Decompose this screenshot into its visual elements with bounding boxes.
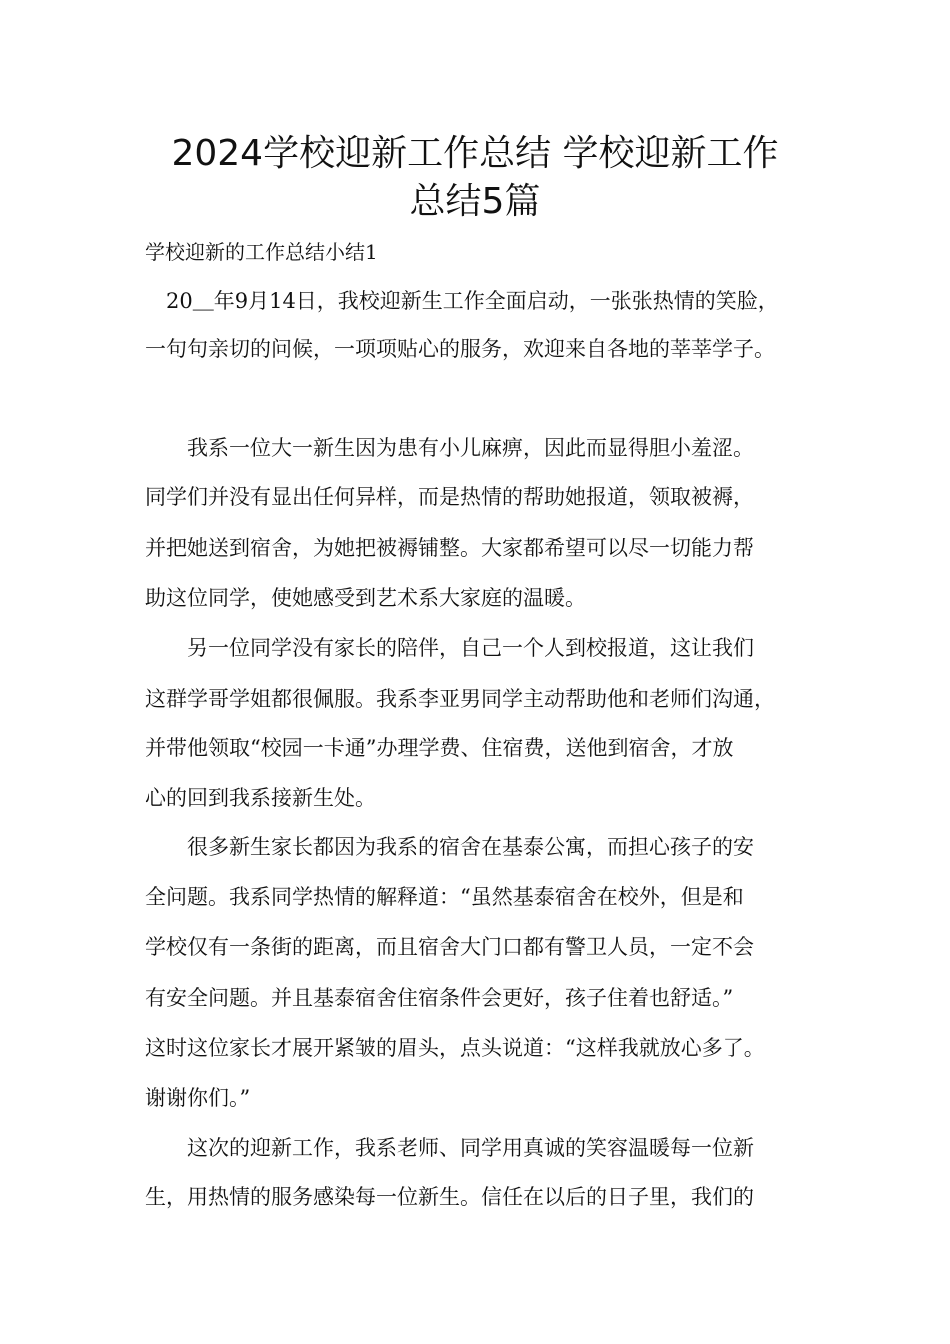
body-line: 生，用热情的服务感染每一位新生。信任在以后的日子里，我们的 xyxy=(145,1185,754,1209)
body-line: 全问题。我系同学热情的解释道：“虽然基泰宿舍在校外，但是和 xyxy=(145,885,744,909)
body-line: 这时这位家长才展开紧皱的眉头，点头说道：“这样我就放心多了。 xyxy=(145,1036,765,1060)
body-line: 另一位同学没有家长的陪伴，自己一个人到校报道，这让我们 xyxy=(145,636,754,660)
body-line: 20＿年9月14日，我校迎新生工作全面启动，一张张热情的笑脸， xyxy=(145,289,779,313)
document-title-line-1: 2024学校迎新工作总结 学校迎新工作 xyxy=(171,133,779,174)
body-line: 谢谢你们。” xyxy=(145,1086,251,1110)
body-line: 这群学哥学姐都很佩服。我系李亚男同学主动帮助他和老师们沟通， xyxy=(145,687,775,711)
body-line: 学校仅有一条街的距离，而且宿舍大门口都有警卫人员，一定不会 xyxy=(145,935,754,959)
document-title-line-2: 总结5篇 xyxy=(409,181,541,222)
section-heading: 学校迎新的工作总结小结1 xyxy=(145,240,378,264)
body-line: 同学们并没有显出任何异样，而是热情的帮助她报道，领取被褥， xyxy=(145,485,754,509)
body-line: 并带他领取“校园一卡通”办理学费、住宿费，送他到宿舍，才放 xyxy=(145,736,734,760)
body-line: 并把她送到宿舍，为她把被褥铺整。大家都希望可以尽一切能力帮 xyxy=(145,536,754,560)
body-line: 一句句亲切的问候，一项项贴心的服务，欢迎来自各地的莘莘学子。 xyxy=(145,337,775,361)
body-line: 助这位同学，使她感受到艺术系大家庭的温暖。 xyxy=(145,586,586,610)
body-line: 心的回到我系接新生处。 xyxy=(145,786,376,810)
body-line: 这次的迎新工作，我系老师、同学用真诚的笑容温暖每一位新 xyxy=(145,1136,754,1160)
body-line: 我系一位大一新生因为患有小儿麻痹，因此而显得胆小羞涩。 xyxy=(145,436,754,460)
body-line: 很多新生家长都因为我系的宿舍在基泰公寓，而担心孩子的安 xyxy=(145,835,754,859)
body-line: 有安全问题。并且基泰宿舍住宿条件会更好，孩子住着也舒适。” xyxy=(145,986,734,1010)
